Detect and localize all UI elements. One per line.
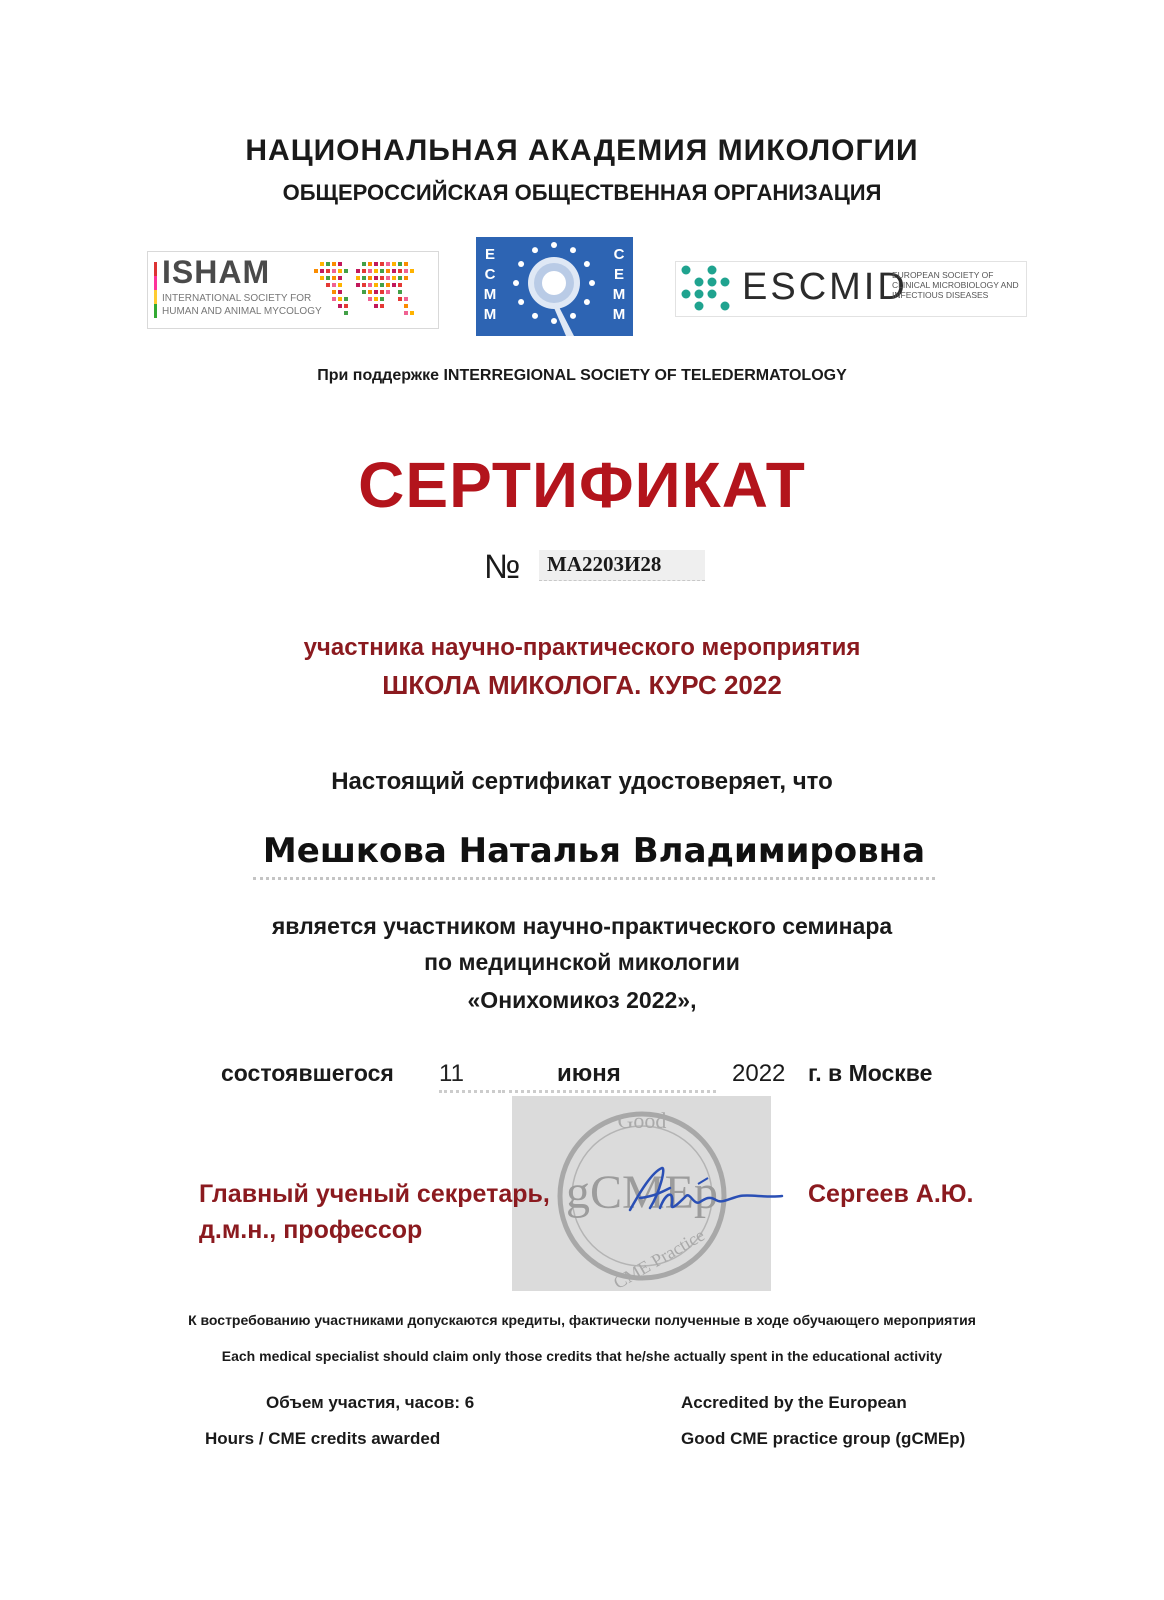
body-line-1: является участником научно-практического семинара — [271, 913, 893, 939]
event-line-2: ШКОЛА МИКОЛОГА. КУРС 2022 — [382, 670, 782, 700]
participant-name-field — [253, 833, 935, 880]
participant-name: Мешкова Наталья Владимировна — [262, 831, 926, 871]
body-line-3: «Онихомикоз 2022», — [467, 987, 697, 1013]
signature-icon — [600, 1162, 800, 1232]
held-year: 2022 — [732, 1060, 786, 1087]
held-label: состоявшегося — [221, 1060, 394, 1086]
ecmm-left-text: E C M M — [483, 246, 497, 323]
isham-logo — [147, 251, 439, 329]
month-field — [502, 1058, 716, 1093]
escmid-title: ESCMID — [742, 266, 908, 308]
day-field — [439, 1058, 501, 1093]
body-line-2: по медицинской микологии — [424, 949, 740, 975]
world-map-icon — [308, 256, 428, 322]
isham-color-bar — [154, 262, 157, 318]
signatory-role-2: д.м.н., профессор — [199, 1216, 423, 1244]
org-name: НАЦИОНАЛЬНАЯ АКАДЕМИЯ МИКОЛОГИИ — [245, 134, 919, 167]
escmid-subtitle: EUROPEAN SOCIETY OF CLINICAL MICROBIOLOGY AND INFECTIOUS DISEASES — [892, 270, 1019, 300]
fungus-emblem-icon — [504, 237, 604, 336]
org-subtitle: ОБЩЕРОССИЙСКАЯ ОБЩЕСТВЕННАЯ ОРГАНИЗАЦИЯ — [282, 180, 882, 205]
signatory-role-1: Главный ученый секретарь, — [199, 1180, 550, 1208]
hours-en: Hours / CME credits awarded — [205, 1429, 441, 1448]
accredited-line-2: Good CME practice group (gCMEp) — [681, 1429, 966, 1448]
ecmm-right-text: C E M M — [612, 246, 626, 323]
svg-text:CME Practice: CME Practice — [610, 1224, 708, 1291]
accredited-line-1: Accredited by the European — [681, 1393, 907, 1412]
certificate-number-field — [539, 550, 705, 581]
credits-note-en: Each medical specialist should claim only those credits that he/she actually spent in the educational activity — [221, 1348, 943, 1364]
hours-ru: Объем участия, часов: 6 — [266, 1393, 475, 1412]
signatory-name: Сергеев А.Ю. — [808, 1180, 974, 1208]
held-city: г. в Москве — [808, 1060, 933, 1086]
escmid-logo — [675, 261, 1027, 317]
held-month: июня — [557, 1060, 621, 1087]
support-line: При поддержке INTERREGIONAL SOCIETY OF TELEDERMATOLOGY — [317, 367, 847, 384]
certificate-number: МА2203И28 — [547, 552, 662, 576]
certifies-text: Настоящий сертификат удостоверяет, что — [331, 768, 833, 795]
molecule-icon — [676, 262, 738, 316]
held-day: 11 — [439, 1060, 464, 1087]
credits-note-ru: К востребованию участниками допускаются кредиты, фактически полученные в ходе обучающего мероприятия — [188, 1312, 976, 1328]
svg-text:gCMEp: gCMEp — [565, 1166, 719, 1219]
svg-text:Good: Good — [617, 1108, 667, 1133]
ecmm-logo — [476, 237, 633, 336]
certificate-title: СЕРТИФИКАТ — [358, 449, 806, 521]
number-sign: № — [484, 548, 521, 586]
isham-subtitle: INTERNATIONAL SOCIETY FOR HUMAN AND ANIMAL MYCOLOGY — [162, 293, 322, 317]
isham-title: ISHAM — [162, 254, 271, 290]
event-line-1: участника научно-практического мероприятия — [303, 634, 861, 661]
